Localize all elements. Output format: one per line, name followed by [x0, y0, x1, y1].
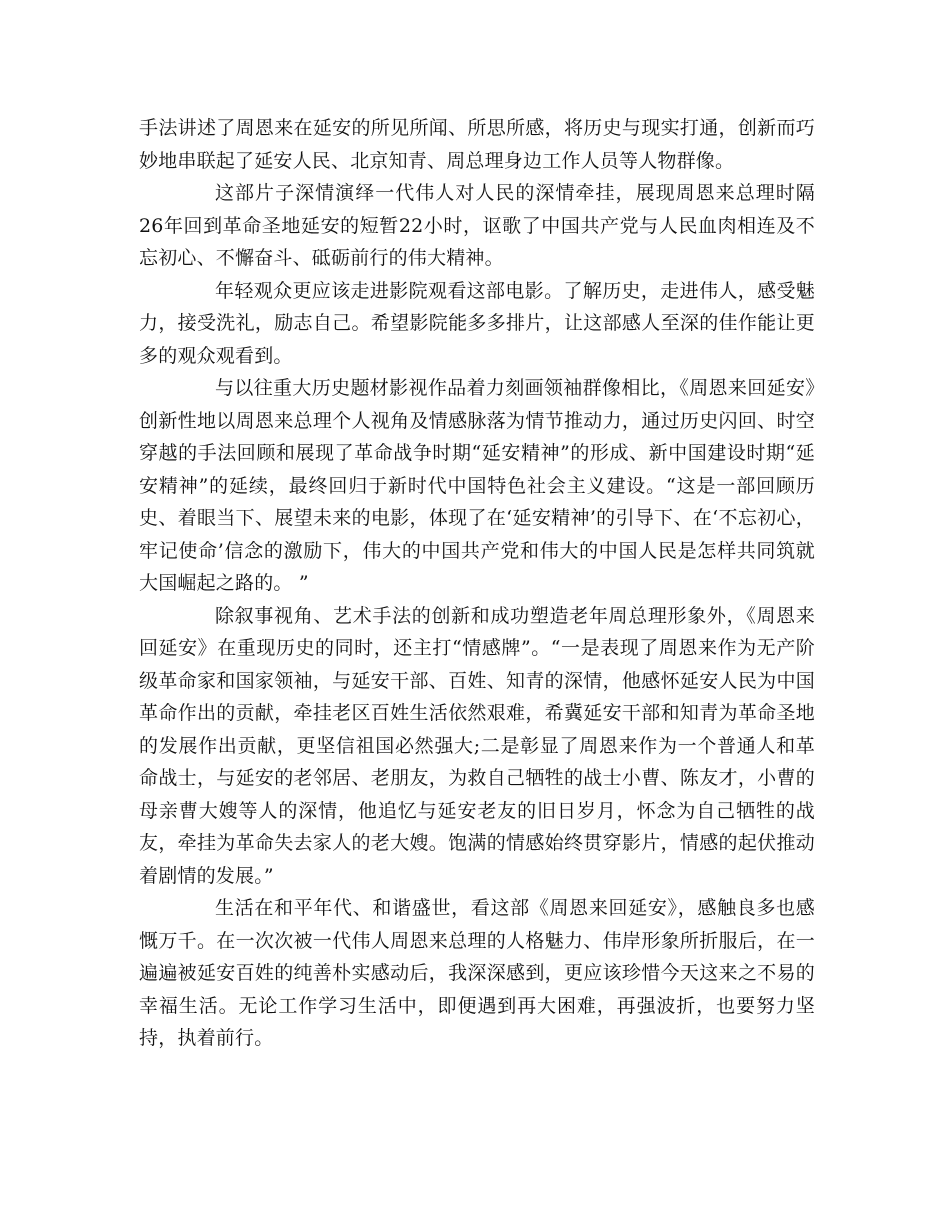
paragraph-2: 这部片子深情演绎一代伟人对人民的深情牵挂，展现周恩来总理时隔26年回到革命圣地延安的短暂22小时，讴歌了中国共产党与人民血肉相连及不忘初心、不懈奋斗、砥砺前行的伟大精神。: [139, 182, 815, 269]
paragraph-4: 与以往重大历史题材影视作品着力刻画领袖群像相比，《周恩来回延安》创新性地以周恩来总理个人视角及情感脉落为情节推动力，通过历史闪回、时空穿越的手法回顾和展现了革命战争时期“延安精神”的形成、新中国建设时期“延安精神”的延续，最终回归于新时代中国特色社会主义建设。“这是一部回顾历史、着眼当下、展望未来的电影，体现了在‘延安精神’的引导下、在‘不忘初心，牢记使命’信念的激励下，伟大的中国共产党和伟大的中国人民是怎样共同筑就大国崛起之路的。 ”: [139, 377, 815, 594]
paragraph-3: 年轻观众更应该走进影院观看这部电影。了解历史，走进伟人，感受魅力，接受洗礼，励志自己。希望影院能多多排片，让这部感人至深的佳作能让更多的观众观看到。: [139, 279, 815, 367]
paragraph-6: 生活在和平年代、和谐盛世，看这部《周恩来回延安》，感触良多也感慨万千。在一次次被一代伟人周恩来总理的人格魅力、伟岸形象所折服后，在一遍遍被延安百姓的纯善朴实感动后，我深深感到，更应该珍惜今天这来之不易的幸福生活。无论工作学习生活中，即便遇到再大困难，再强波折，也要努力坚持，执着前行。: [139, 897, 815, 1049]
paragraph-5: 除叙事视角、艺术手法的创新和成功塑造老年周总理形象外，《周恩来回延安》在重现历史的同时，还主打“情感牌”。“一是表现了周恩来作为无产阶级革命家和国家领袖，与延安干部、百姓、知青的深情，他感怀延安人民为中国革命作出的贡献，牵挂老区百姓生活依然艰难，希冀延安干部和知青为革命圣地的发展作出贡献，更坚信祖国必然强大;二是彰显了周恩来作为一个普通人和革命战士，与延安的老邻居、老朋友，为救自己牺牲的战士小曹、陈友才，小曹的母亲曹大嫂等人的深情，他追忆与延安老友的旧日岁月，怀念为自己牺牲的战友，牵挂为革命失去家人的老大嫂。饱满的情感始终贯穿影片，情感的起伏推动着剧情的发展。”: [139, 604, 815, 887]
paragraph-1: 手法讲述了周恩来在延安的所见所闻、所思所感，将历史与现实打通，创新而巧妙地串联起了延安人民、北京知青、周总理身边工作人员等人物群像。: [139, 117, 815, 172]
document-body: [139, 112, 815, 1055]
